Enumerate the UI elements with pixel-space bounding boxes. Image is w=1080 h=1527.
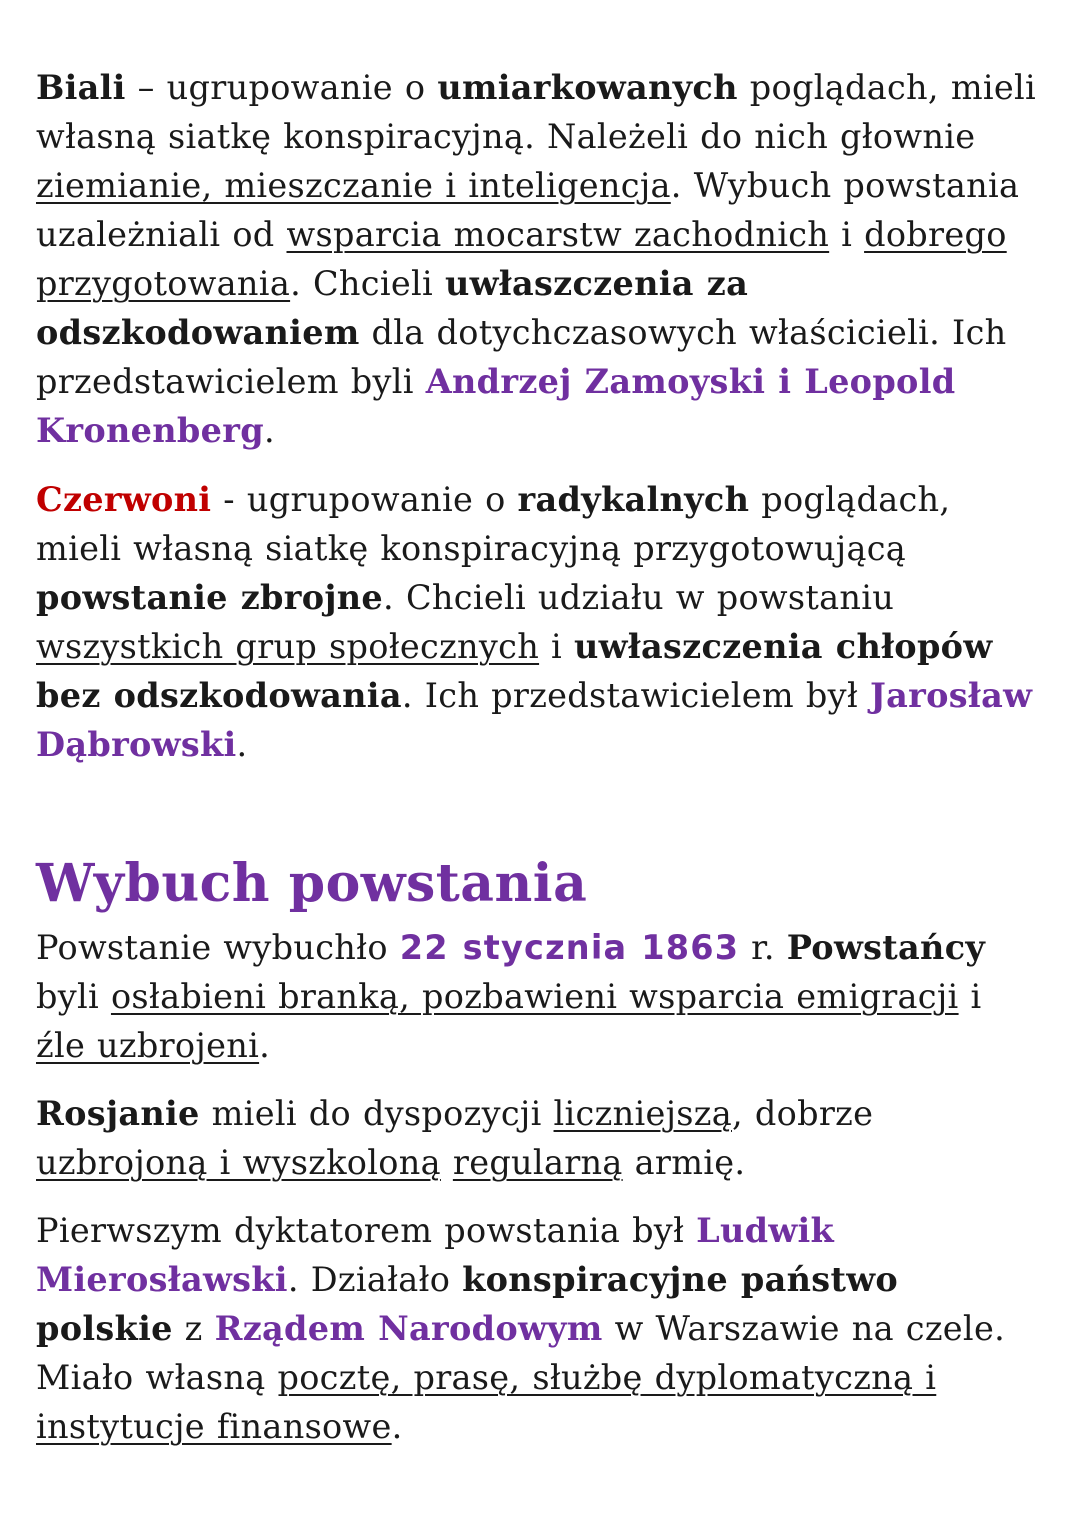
underlined-span: dobrego przygotowania: [36, 215, 1007, 303]
text-span: . Wybuch powstania uzależniali od: [36, 166, 1020, 254]
bold-span: Rosjanie: [36, 1094, 200, 1133]
underlined-span: pocztę, prasę, służbę dyplomatyczną i instytucje finansowe: [36, 1358, 937, 1446]
bold-span: umiarkowanych: [437, 68, 738, 107]
paragraph-czerwoni: [36, 475, 1040, 769]
bold-span: radykalnych: [517, 480, 750, 519]
text-span: . Działało: [287, 1260, 463, 1299]
date-highlight: 22 stycznia 1863: [399, 928, 740, 967]
paragraph-powstanie: [36, 923, 1040, 1070]
text-span: . Chcieli udziału w powstaniu: [383, 578, 895, 617]
text-span: - ugrupowanie o: [211, 480, 518, 519]
bold-span: konspiracyjne państwo polskie: [36, 1260, 899, 1348]
text-span: Powstanie wybuchło: [36, 928, 400, 967]
section-heading: Wybuch powstania: [36, 853, 588, 914]
text-span: poglądach, mieli własną siatkę konspiracyjną. Należeli do nich głownie: [36, 68, 1037, 156]
text-span: – ugrupowanie o: [125, 68, 438, 107]
text-span: i: [539, 627, 574, 666]
text-span: [441, 1143, 453, 1182]
text-span: . Chcieli: [290, 264, 445, 303]
person-name-dyktator: Ludwik Mierosławski: [36, 1211, 835, 1299]
text-span: .: [391, 1407, 403, 1446]
text-span: , dobrze: [732, 1094, 874, 1133]
text-span: mieli do dyspozycji: [199, 1094, 554, 1133]
text-span: r.: [739, 928, 787, 967]
paragraph-rosjanie: [36, 1089, 1040, 1187]
text-span: armię.: [622, 1143, 746, 1182]
text-span: i: [829, 215, 865, 254]
underlined-span: ziemianie, mieszczanie i inteligencja: [36, 166, 671, 205]
underlined-span: źle uzbrojeni: [36, 1026, 260, 1065]
term-czerwoni: Czerwoni: [36, 480, 212, 519]
bold-span: uwłaszczenia chłopów bez odszkodowania: [36, 627, 993, 715]
bold-span: uwłaszczenia za odszkodowaniem: [36, 264, 749, 352]
underlined-span: liczniejszą: [553, 1094, 732, 1133]
text-span: . Ich przedstawicielem był: [401, 676, 870, 715]
paragraph-biali: [36, 63, 1040, 455]
person-name-czerwoni: Jarosław Dąbrowski: [36, 676, 1033, 764]
underlined-span: uzbrojoną i wyszkoloną: [36, 1143, 441, 1182]
text-span: .: [263, 411, 275, 450]
term-biali: Biali: [36, 68, 126, 107]
text-span: Pierwszym dyktatorem powstania był: [36, 1211, 697, 1250]
government-name: Rządem Narodowym: [214, 1309, 603, 1348]
text-span: .: [259, 1026, 271, 1065]
text-span: byli: [36, 977, 111, 1016]
text-span: i: [958, 977, 982, 1016]
paragraph-dyktator: [36, 1206, 1040, 1451]
underlined-span: wsparcia mocarstw zachodnich: [286, 215, 830, 254]
underlined-span: wszystkich grup społecznych: [36, 627, 540, 666]
text-span: poglądach, mieli własną siatkę konspiracyjną przygotowującą: [36, 480, 951, 568]
text-span: dla dotychczasowych właścicieli. Ich przedstawicielem byli: [36, 313, 1007, 401]
underlined-span: regularną: [452, 1143, 623, 1182]
bold-span: powstanie zbrojne: [36, 578, 384, 617]
text-span: z: [172, 1309, 215, 1348]
text-span: w Warszawie na czele. Miało własną: [36, 1309, 1006, 1397]
underlined-span: osłabieni branką, pozbawieni wsparcia emigracji: [110, 977, 959, 1016]
bold-span: Powstańcy: [786, 928, 986, 967]
text-span: .: [236, 725, 248, 764]
person-names-biali: Andrzej Zamoyski i Leopold Kronenberg: [36, 362, 956, 450]
